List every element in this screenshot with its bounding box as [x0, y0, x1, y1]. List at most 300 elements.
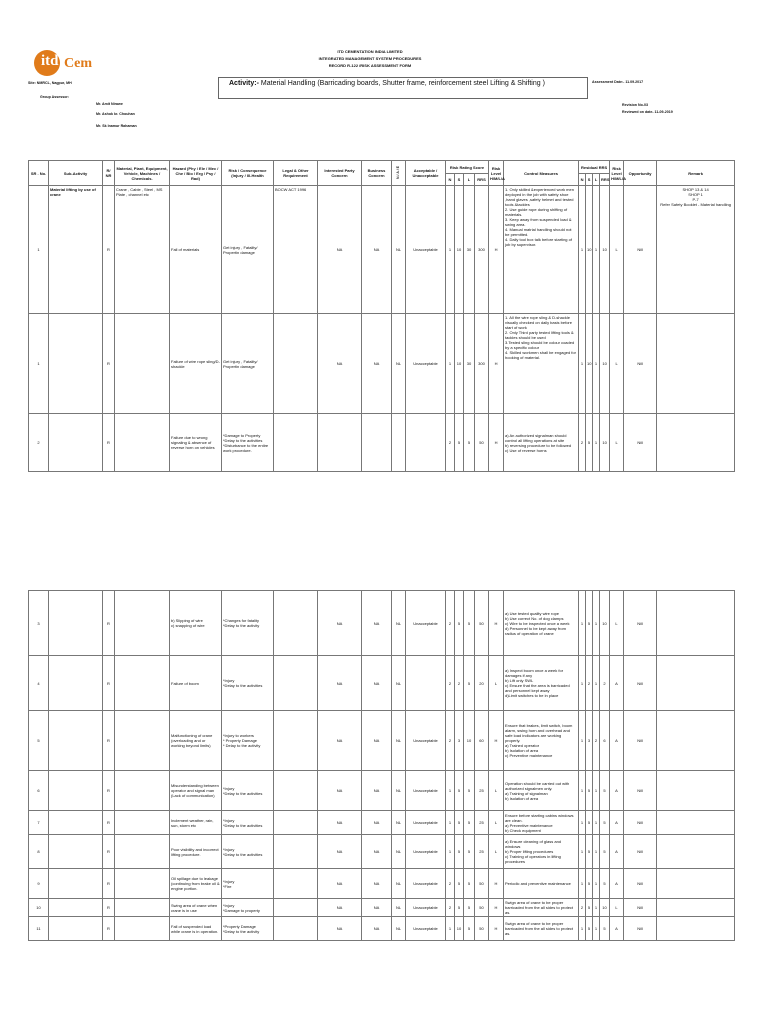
assessor-1: Mr. Amit Nirawe: [96, 102, 123, 106]
cell-rl: 1: [593, 591, 600, 656]
cell-hazard: Oil spillage due to leakage (continuing from brake oil & engine portion.: [170, 869, 222, 899]
cell-sr: 8: [29, 835, 49, 869]
cell-rl: 1: [593, 414, 600, 472]
table-row: [29, 899, 735, 917]
cell-legal: [274, 656, 318, 711]
cell-ip: NA: [318, 771, 362, 811]
cell-opportunity: Nill: [624, 314, 657, 414]
cell-l: 30: [464, 186, 475, 314]
col-rs: S: [586, 174, 593, 186]
table-row: [29, 711, 735, 771]
cell-hazard: Poor visibility and incorrect lifting procedure.: [170, 835, 222, 869]
cell-rn: 1: [579, 591, 586, 656]
cell-n: 2: [446, 656, 455, 711]
cell-l: 10: [464, 711, 475, 771]
cell-control: Ensure that brakes, limit switch, boom alarm, swing horn and overhead and safe load indicators are working properly. a) Trained operator b) Isolation of area c) Preventive maintenance: [504, 711, 579, 771]
cell-nae: NL: [392, 711, 406, 771]
cell-n: 2: [446, 591, 455, 656]
cell-level: H: [489, 314, 504, 414]
record-name: RECORD R-122 /RISK ASSESSMENT FORM: [328, 63, 412, 68]
cell-rlevel: L: [610, 186, 624, 314]
cell-material: [115, 314, 170, 414]
cell-bc: NA: [362, 771, 392, 811]
cell-opportunity: Nill: [624, 835, 657, 869]
cell-nae: [392, 414, 406, 472]
cell-hazard: b) Slipping of wire c) snapping of wire: [170, 591, 222, 656]
cell-rnr: R: [103, 414, 115, 472]
cell-hazard: Malfunctioning of crane (overloading and or working beyond limits): [170, 711, 222, 771]
cell-opportunity: Nill: [624, 186, 657, 314]
cell-rrs: 25: [475, 771, 489, 811]
cell-s: 2: [455, 656, 464, 711]
cell-legal: [274, 811, 318, 835]
cell-n: 2: [446, 899, 455, 917]
col-risk-rating-score: Risk Rating Score: [446, 161, 489, 174]
col-residual-risk-level: Risk Level H/M/L/A: [610, 161, 624, 186]
cell-sr: 1: [29, 186, 49, 314]
cell-rl: 1: [593, 869, 600, 899]
cell-n: 1: [446, 835, 455, 869]
table-row: [29, 811, 735, 835]
cell-bc: NA: [362, 869, 392, 899]
table-row: [29, 591, 735, 656]
assessor-3: Mr. Sk Inamur Rahaman: [96, 124, 137, 128]
cell-s: 5: [455, 591, 464, 656]
cell-opportunity: Nill: [624, 771, 657, 811]
cell-remark: [657, 314, 735, 414]
cell-rlevel: A: [610, 835, 624, 869]
cell-control: Swign area of crane to be proper barricaded from the all sides to protect as.: [504, 899, 579, 917]
cell-ip: NA: [318, 811, 362, 835]
cell-rl: 1: [593, 835, 600, 869]
cell-opportunity: Nill: [624, 811, 657, 835]
cell-opportunity: Nill: [624, 869, 657, 899]
table-row: [29, 771, 735, 811]
assessor-2: Mr. Ashok kr. Chouhan: [96, 112, 135, 116]
cell-acceptable: Unacceptable: [406, 917, 446, 941]
cell-level: H: [489, 917, 504, 941]
cell-level: H: [489, 414, 504, 472]
cell-rl: 1: [593, 314, 600, 414]
cell-level: L: [489, 771, 504, 811]
cell-material: [115, 899, 170, 917]
cell-l: 5: [464, 917, 475, 941]
cell-remark: [657, 711, 735, 771]
cell-ip: NA: [318, 711, 362, 771]
col-business: Business Concern: [362, 161, 392, 186]
cell-sub-activity: Material lifting by use of crane: [49, 186, 103, 314]
cell-l: 5: [464, 811, 475, 835]
table-row: [29, 917, 735, 941]
cell-rl: 1: [593, 917, 600, 941]
cell-remark: [657, 811, 735, 835]
cell-level: H: [489, 869, 504, 899]
cell-sr: 10: [29, 899, 49, 917]
cell-control: Operation should be carried out with authorized signalmen only. a) Training of signalman b) Isolation of area: [504, 771, 579, 811]
cell-control: a) An authorized signalman should control all lifting operations at site b) reversing procedure to be followed c) Use of reverse horns: [504, 414, 579, 472]
cell-rnr: R: [103, 186, 115, 314]
cell-l: 5: [464, 899, 475, 917]
cell-legal: [274, 314, 318, 414]
cell-acceptable: Unacceptable: [406, 711, 446, 771]
cell-s: 5: [455, 835, 464, 869]
cell-bc: NA: [362, 711, 392, 771]
cell-control: Swign area of crane to be proper barricaded from the all sides to protect as.: [504, 917, 579, 941]
cell-bc: NA: [362, 314, 392, 414]
cell-rs: 5: [586, 899, 593, 917]
cell-ip: NA: [318, 835, 362, 869]
cell-rs: 5: [586, 869, 593, 899]
cell-hazard: Failure of boom: [170, 656, 222, 711]
cell-rn: 1: [579, 186, 586, 314]
cell-control: 1. All the wire rope sling & D-shackle visually checked on daily basis before start of work 2. Only Third party tested lifting tools & tackles should be used 3.Tested sling should be colour coaded by a specific colour 4. Skilled workmen shall be engaged for hooking of material.: [504, 314, 579, 414]
cell-n: 2: [446, 711, 455, 771]
cell-s: 10: [455, 314, 464, 414]
col-n: N: [446, 174, 455, 186]
cell-rlevel: L: [610, 591, 624, 656]
col-sr: SR . No.: [29, 161, 49, 186]
site-label: Site: NMRCL, Nagpur, MH: [28, 81, 72, 85]
cell-rrrs: 5: [600, 869, 610, 899]
cell-bc: NA: [362, 591, 392, 656]
cell-rn: 1: [579, 811, 586, 835]
cell-opportunity: Nill: [624, 656, 657, 711]
cell-rrs: 50: [475, 869, 489, 899]
cell-level: L: [489, 811, 504, 835]
cell-rrrs: 2: [600, 656, 610, 711]
cell-risk: *Injury to workers * Property Damage * Delay to the activity: [222, 711, 274, 771]
cell-material: [115, 711, 170, 771]
cell-rnr: R: [103, 869, 115, 899]
col-rrs: RRS: [475, 174, 489, 186]
cell-s: 5: [455, 811, 464, 835]
cell-hazard: Failure of wire rope sling/D-shackle: [170, 314, 222, 414]
cell-rl: 1: [593, 811, 600, 835]
cell-acceptable: Unacceptable: [406, 811, 446, 835]
cell-opportunity: Nill: [624, 414, 657, 472]
cell-rrrs: 5: [600, 917, 610, 941]
table-row: [29, 314, 735, 414]
cell-sub-activity: [49, 771, 103, 811]
cell-sr: 2: [29, 414, 49, 472]
col-sub-activity: Sub-Activity: [49, 161, 103, 186]
col-rrrs: RRS: [600, 174, 610, 186]
cell-ip: NA: [318, 186, 362, 314]
col-rnr: R/ NR: [103, 161, 115, 186]
col-remark: Remark: [657, 161, 735, 186]
cell-nae: NL: [392, 899, 406, 917]
cell-risk: *Property Damage *Delay to the activity: [222, 917, 274, 941]
cell-opportunity: Nill: [624, 899, 657, 917]
cell-opportunity: Nill: [624, 591, 657, 656]
cell-ip: NA: [318, 656, 362, 711]
cell-rs: 5: [586, 811, 593, 835]
cell-rl: 1: [593, 186, 600, 314]
cell-rl: 2: [593, 711, 600, 771]
company-name: ITD CEMENTATION INDIA LIMITED: [337, 49, 403, 54]
cell-nae: NL: [392, 917, 406, 941]
col-opportunity: Opportunity: [624, 161, 657, 186]
page-2: [0, 585, 768, 1024]
cell-legal: [274, 771, 318, 811]
col-hazard: Hazard (Phy / Ele / Mec / Che / Bio / Erg / Psy / Rad): [170, 161, 222, 186]
cell-rl: 1: [593, 899, 600, 917]
cell-sub-activity: [49, 869, 103, 899]
cell-control: 1. Only skilled &experienced work men deployed in the job with safety shoe ,hand glaves ,safety helmet and tested tools &tackles 2. Use guide rope during shifting of materials. 3. Keep away from suspended load & swing area. 4. Manual matrial handling should not be permitted. 4. Daily tool box talk before starting of job by supervisor.: [504, 186, 579, 314]
cell-risk: Get injury , Fatality/ Propertin damage: [222, 186, 274, 314]
cell-hazard: Inclement weather, rain, sun, storm etc: [170, 811, 222, 835]
cell-remark: [657, 917, 735, 941]
cell-material: [115, 771, 170, 811]
cell-l: 5: [464, 591, 475, 656]
cell-remark: [657, 591, 735, 656]
cell-sub-activity: [49, 711, 103, 771]
system-name: INTEGRATED MANAGEMENT SYSTEM PROCEDURES: [318, 56, 422, 61]
cell-nae: NL: [392, 771, 406, 811]
cell-remark: [657, 835, 735, 869]
cell-rnr: R: [103, 591, 115, 656]
cell-bc: [362, 414, 392, 472]
cell-risk: Get injury , Fatality/ Propertin damage: [222, 314, 274, 414]
cell-rnr: R: [103, 899, 115, 917]
cell-nae: NL: [392, 314, 406, 414]
risk-table-page-1: [28, 160, 735, 472]
cell-sr: 7: [29, 811, 49, 835]
logo-mark: itd: [34, 50, 60, 76]
col-material: Material, Plant, Equipment, Vehicle, Machines / Chemicals.: [115, 161, 170, 186]
cell-legal: [274, 414, 318, 472]
cell-risk: *Damage to Property *Delay to the activities *Disturbance to the entire work procedure.: [222, 414, 274, 472]
activity-label: Activity:-: [229, 80, 259, 87]
cell-ip: NA: [318, 591, 362, 656]
cell-rrs: 50: [475, 414, 489, 472]
cell-level: L: [489, 835, 504, 869]
cell-bc: NA: [362, 899, 392, 917]
cell-bc: NA: [362, 811, 392, 835]
cell-hazard: Fall of materials: [170, 186, 222, 314]
cell-rnr: R: [103, 835, 115, 869]
cell-remark: [657, 869, 735, 899]
cell-s: 5: [455, 899, 464, 917]
cell-bc: NA: [362, 835, 392, 869]
cell-hazard: Fall of suspended load while crane is in operation.: [170, 917, 222, 941]
cell-s: 10: [455, 917, 464, 941]
cell-rrrs: 5: [600, 811, 610, 835]
cell-rs: 5: [586, 917, 593, 941]
cell-l: 30: [464, 314, 475, 414]
cell-rn: 2: [579, 899, 586, 917]
cell-remark: [657, 899, 735, 917]
cell-rnr: R: [103, 314, 115, 414]
cell-level: H: [489, 591, 504, 656]
cell-remark: SHOP 13 & 14 SHOP 1 P-7 Refer Safety Booklet - Material handling: [657, 186, 735, 314]
cell-rn: 2: [579, 414, 586, 472]
cell-legal: BOCW ACT 1996: [274, 186, 318, 314]
cell-rlevel: L: [610, 314, 624, 414]
cell-sub-activity: [49, 835, 103, 869]
cell-material: [115, 656, 170, 711]
cell-material: [115, 869, 170, 899]
cell-s: 5: [455, 414, 464, 472]
cell-rlevel: A: [610, 917, 624, 941]
cell-ip: NA: [318, 917, 362, 941]
cell-material: Crane , Cable , Steel , MS Plate , channel etc: [115, 186, 170, 314]
cell-rrrs: 6: [600, 711, 610, 771]
cell-rrs: 25: [475, 811, 489, 835]
logo-text: Cem: [64, 56, 92, 71]
cell-rnr: R: [103, 711, 115, 771]
cell-hazard: Swing area of crane when crane is in use: [170, 899, 222, 917]
cell-rl: 1: [593, 656, 600, 711]
cell-rlevel: L: [610, 899, 624, 917]
cell-rlevel: L: [610, 414, 624, 472]
table-row: [29, 414, 735, 472]
cell-rnr: R: [103, 656, 115, 711]
cell-sr: 11: [29, 917, 49, 941]
cell-risk: *Changes for fatality *Delay to the activity: [222, 591, 274, 656]
cell-rrrs: 5: [600, 771, 610, 811]
cell-risk: *Injury *Fire: [222, 869, 274, 899]
cell-sub-activity: [49, 314, 103, 414]
cell-s: 5: [455, 771, 464, 811]
cell-sr: 4: [29, 656, 49, 711]
col-l: L: [464, 174, 475, 186]
cell-bc: NA: [362, 186, 392, 314]
cell-acceptable: Unacceptable: [406, 771, 446, 811]
cell-nae: NL: [392, 835, 406, 869]
cell-legal: [274, 591, 318, 656]
cell-rnr: R: [103, 771, 115, 811]
cell-ip: [318, 414, 362, 472]
cell-sub-activity: [49, 899, 103, 917]
table-row: [29, 186, 735, 314]
cell-legal: [274, 711, 318, 771]
cell-rs: 2: [586, 656, 593, 711]
cell-sr: 9: [29, 869, 49, 899]
cell-rnr: R: [103, 811, 115, 835]
cell-rn: 1: [579, 711, 586, 771]
cell-control: Periodic and preventive maintenance: [504, 869, 579, 899]
cell-acceptable: Unacceptable: [406, 899, 446, 917]
cell-n: 1: [446, 771, 455, 811]
cell-control: a) Use tested quality wire rope b) Use correct No. of dog clamps c) Wire to be inspected once a week d) Personnel to be kept away from radius of operation of crane: [504, 591, 579, 656]
cell-rrs: 25: [475, 835, 489, 869]
col-residual-rrs: Residual RRS: [579, 161, 610, 174]
cell-rs: 5: [586, 414, 593, 472]
cell-rrs: 300: [475, 314, 489, 414]
cell-rrs: 300: [475, 186, 489, 314]
cell-n: 1: [446, 917, 455, 941]
col-legal: Legal & Other Requirement: [274, 161, 318, 186]
cell-risk: *Injury *Delay to the activities: [222, 835, 274, 869]
cell-sub-activity: [49, 414, 103, 472]
cell-rrs: 50: [475, 917, 489, 941]
cell-legal: [274, 869, 318, 899]
cell-opportunity: Nill: [624, 917, 657, 941]
cell-level: H: [489, 711, 504, 771]
risk-table-page-2: [28, 590, 735, 941]
cell-nae: NL: [392, 869, 406, 899]
col-risk: Risk / Consequence (Injury / Ill-Health: [222, 161, 274, 186]
revision-no: Revision No-03: [622, 103, 648, 107]
cell-sub-activity: [49, 917, 103, 941]
cell-s: 3: [455, 711, 464, 771]
cell-rrs: 20: [475, 656, 489, 711]
activity-text: Material Handling (Barricading boards, Shutter frame, reinforcement steel Lifting & Shifting ): [260, 80, 545, 87]
cell-l: 5: [464, 835, 475, 869]
cell-rlevel: A: [610, 771, 624, 811]
cell-ip: NA: [318, 899, 362, 917]
cell-material: [115, 414, 170, 472]
cell-rs: 10: [586, 314, 593, 414]
company-logo: [34, 50, 94, 78]
page-1: [0, 0, 768, 480]
col-rl: L: [593, 174, 600, 186]
activity-box: [218, 77, 588, 99]
cell-control: a) Ensure cleaning of glass and windows b) Proper lifting procedures c) Training of operators in lifting procedures: [504, 835, 579, 869]
cell-risk: *Injury *Delay to the activities: [222, 811, 274, 835]
cell-level: L: [489, 656, 504, 711]
cell-hazard: Misunderstanding between operator and signal man (Lack of communication): [170, 771, 222, 811]
cell-sr: 5: [29, 711, 49, 771]
reviewed-date: Reviewed on date- 11-09-2019: [622, 110, 673, 114]
cell-rrs: 50: [475, 899, 489, 917]
cell-sr: 1: [29, 314, 49, 414]
cell-legal: [274, 917, 318, 941]
cell-rlevel: A: [610, 869, 624, 899]
table-row: [29, 835, 735, 869]
cell-rl: 1: [593, 771, 600, 811]
cell-risk: *Injury *Delay to the activities: [222, 656, 274, 711]
cell-acceptable: Unacceptable: [406, 186, 446, 314]
cell-acceptable: Unacceptable: [406, 835, 446, 869]
cell-remark: [657, 656, 735, 711]
col-s: S: [455, 174, 464, 186]
cell-acceptable: Unacceptable: [406, 314, 446, 414]
cell-nae: NL: [392, 591, 406, 656]
cell-acceptable: [406, 656, 446, 711]
cell-rn: 1: [579, 771, 586, 811]
col-control-measures: Control Measures: [504, 161, 579, 186]
cell-rn: 1: [579, 656, 586, 711]
cell-rrrs: 10: [600, 591, 610, 656]
cell-risk: *Injury *Damage to property: [222, 899, 274, 917]
cell-level: H: [489, 186, 504, 314]
col-interested-party: Interested Party Concern: [318, 161, 362, 186]
cell-control: Ensure before starting cabins windows are clean. a) Preventive maintenance b) Check equipment: [504, 811, 579, 835]
cell-l: 5: [464, 869, 475, 899]
cell-material: [115, 835, 170, 869]
cell-remark: [657, 414, 735, 472]
cell-nae: NL: [392, 811, 406, 835]
cell-n: 2: [446, 869, 455, 899]
cell-material: [115, 917, 170, 941]
cell-s: 10: [455, 186, 464, 314]
cell-rrrs: 10: [600, 414, 610, 472]
cell-rn: 1: [579, 917, 586, 941]
cell-rrs: 50: [475, 591, 489, 656]
col-acceptable: Acceptable / Unacceptable: [406, 161, 446, 186]
cell-rlevel: A: [610, 711, 624, 771]
page-2-body: [29, 591, 735, 941]
table-row: [29, 869, 735, 899]
cell-rrs: 60: [475, 711, 489, 771]
cell-rn: 1: [579, 835, 586, 869]
assessment-date: Assessment Date:- 11.09.2017: [592, 80, 644, 84]
cell-remark: [657, 771, 735, 811]
cell-rn: 1: [579, 869, 586, 899]
cell-sub-activity: [49, 811, 103, 835]
